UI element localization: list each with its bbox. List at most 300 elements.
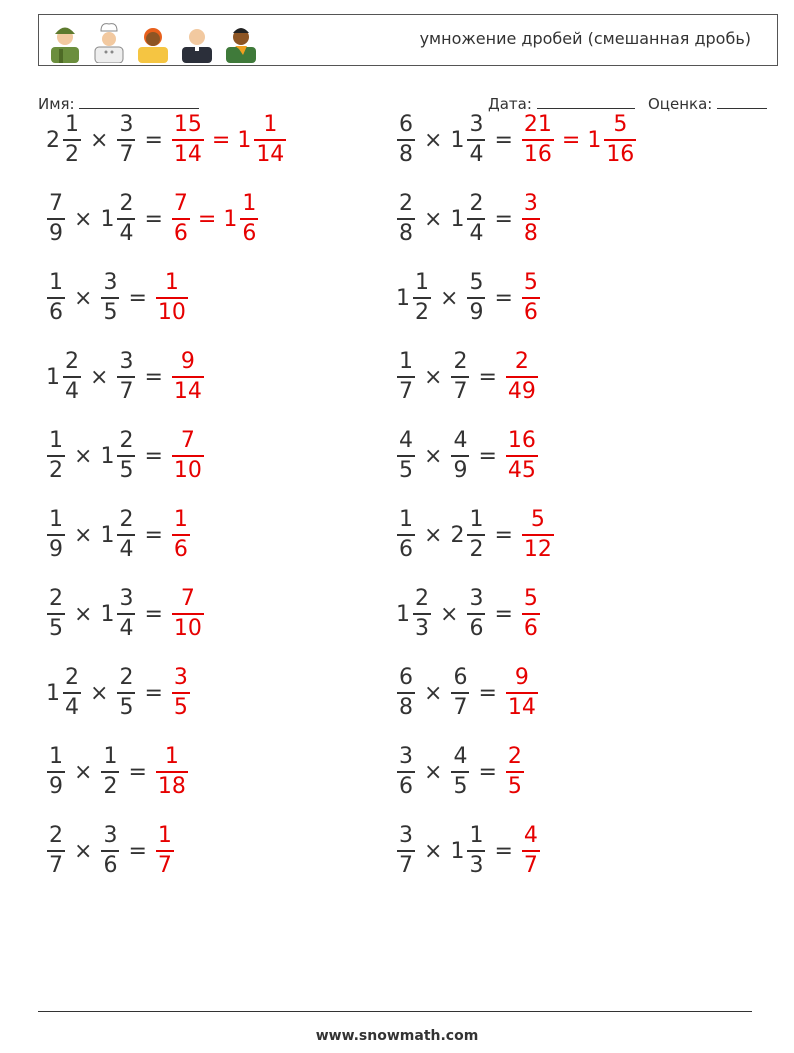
- answer: [503, 351, 541, 403]
- denominator: 2: [467, 534, 485, 561]
- worksheet-title: умножение дробей (смешанная дробь): [419, 29, 751, 48]
- denominator: 7: [47, 850, 65, 877]
- numerator: 1: [399, 349, 413, 374]
- numerator: 3: [173, 665, 188, 690]
- equals-sign: =: [144, 443, 163, 469]
- fraction: [467, 193, 485, 245]
- numerator: 1: [242, 191, 257, 216]
- answer: [503, 746, 527, 798]
- equals-sign: =: [128, 759, 147, 785]
- times-sign: ×: [90, 127, 109, 153]
- numerator: 2: [507, 744, 522, 769]
- denominator: 3: [413, 613, 431, 640]
- fraction: [397, 193, 415, 245]
- numerator: 3: [103, 270, 118, 295]
- problem-item: [394, 184, 543, 254]
- answer: [169, 193, 261, 245]
- equals-sign: =: [494, 601, 513, 627]
- numerator: 6: [453, 665, 468, 690]
- whole-number: 2: [450, 522, 465, 548]
- name-label: Имя:: [38, 95, 75, 113]
- numerator: 2: [469, 191, 484, 216]
- numerator: 2: [65, 665, 79, 690]
- numerator: 5: [613, 112, 628, 137]
- equals-sign: =: [144, 601, 163, 627]
- equals-sign: =: [128, 838, 147, 864]
- equals-sign: =: [478, 680, 497, 706]
- denominator: 7: [117, 139, 135, 166]
- fraction: [397, 114, 415, 166]
- footer-divider: [38, 1011, 752, 1012]
- answer: [153, 825, 177, 877]
- equals-sign: =: [144, 127, 163, 153]
- numerator: 1: [164, 744, 179, 769]
- numerator: 3: [119, 586, 134, 611]
- times-sign: ×: [74, 443, 93, 469]
- denominator: 2: [101, 771, 119, 798]
- denominator: 7: [522, 850, 540, 877]
- fraction: [467, 114, 485, 166]
- numerator: 21: [523, 112, 552, 137]
- whole-number: 1: [100, 522, 115, 548]
- denominator: 5: [397, 455, 415, 482]
- man-scarf-icon: [221, 19, 261, 63]
- fraction: [117, 193, 135, 245]
- fraction: [47, 193, 65, 245]
- times-sign: ×: [424, 680, 443, 706]
- numerator: 4: [453, 428, 468, 453]
- worksheet-header: [38, 14, 778, 66]
- answer-fraction: [522, 114, 554, 166]
- answer-fraction: [156, 746, 188, 798]
- numerator: 6: [399, 112, 413, 137]
- soldier-icon: [45, 19, 85, 63]
- numerator: 7: [49, 191, 63, 216]
- times-sign: ×: [74, 285, 93, 311]
- denominator: 4: [467, 139, 485, 166]
- denominator: 10: [172, 455, 204, 482]
- answer: [519, 272, 543, 324]
- denominator: 9: [47, 771, 65, 798]
- problem-item: [394, 658, 541, 728]
- problem-item: [44, 184, 261, 254]
- numerator: 4: [399, 428, 413, 453]
- times-sign: ×: [90, 364, 109, 390]
- fraction: [397, 825, 415, 877]
- chef-icon: [89, 19, 129, 63]
- denominator: 6: [47, 297, 65, 324]
- whole-number: 1: [100, 206, 115, 232]
- answer: [153, 746, 191, 798]
- times-sign: ×: [440, 285, 459, 311]
- problem-item: [44, 263, 191, 333]
- fraction: [47, 825, 65, 877]
- denominator: 10: [172, 613, 204, 640]
- whole-number: 1: [587, 127, 602, 153]
- fraction: [397, 746, 415, 798]
- fraction: [47, 272, 65, 324]
- numerator: 9: [180, 349, 195, 374]
- numerator: 1: [164, 270, 179, 295]
- answer-fraction: [172, 667, 190, 719]
- numerator: 2: [453, 349, 468, 374]
- numerator: 7: [173, 191, 188, 216]
- problem-item: [394, 816, 543, 886]
- answer: [153, 272, 191, 324]
- problem-item: [44, 342, 207, 412]
- denominator: 4: [117, 218, 135, 245]
- denominator: 6: [101, 850, 119, 877]
- whole-number: 1: [396, 601, 410, 627]
- grade-line[interactable]: [717, 94, 767, 109]
- fraction: [451, 667, 469, 719]
- equals-sign: =: [144, 206, 163, 232]
- whole-number: 1: [223, 206, 238, 232]
- numerator: 4: [523, 823, 538, 848]
- fraction: [47, 430, 65, 482]
- denominator: 6: [240, 218, 258, 245]
- numerator: 3: [523, 191, 538, 216]
- fraction: [413, 272, 431, 324]
- denominator: 6: [522, 297, 540, 324]
- problem-item: [394, 579, 543, 649]
- denominator: 6: [172, 534, 190, 561]
- denominator: 14: [506, 692, 538, 719]
- answer-fraction: [172, 351, 204, 403]
- numerator: 3: [119, 349, 134, 374]
- numerator: 3: [119, 112, 134, 137]
- times-sign: ×: [74, 601, 93, 627]
- fraction: [467, 588, 485, 640]
- answer-fraction: [172, 509, 190, 561]
- numerator: 1: [49, 744, 63, 769]
- numerator: 1: [469, 823, 484, 848]
- equals-sign: =: [144, 680, 163, 706]
- times-sign: ×: [424, 838, 443, 864]
- answer: [169, 509, 193, 561]
- numerator: 1: [157, 823, 172, 848]
- denominator: 5: [117, 455, 135, 482]
- denominator: 5: [451, 771, 469, 798]
- times-sign: ×: [424, 127, 443, 153]
- times-sign: ×: [74, 206, 93, 232]
- numerator: 1: [469, 507, 484, 532]
- times-sign: ×: [440, 601, 459, 627]
- fraction: [63, 667, 81, 719]
- numerator: 2: [119, 665, 134, 690]
- numerator: 4: [453, 744, 468, 769]
- denominator: 45: [506, 455, 538, 482]
- answer: [169, 588, 207, 640]
- answer-fraction: [156, 825, 174, 877]
- answer-fraction: [172, 430, 204, 482]
- times-sign: ×: [74, 522, 93, 548]
- numerator: 2: [65, 349, 79, 374]
- answer-fraction: [522, 272, 540, 324]
- denominator: 49: [506, 376, 538, 403]
- numerator: 1: [65, 112, 79, 137]
- fraction: [117, 114, 135, 166]
- answer-fraction: [522, 193, 540, 245]
- denominator: 7: [156, 850, 174, 877]
- times-sign: ×: [424, 522, 443, 548]
- times-sign: ×: [424, 759, 443, 785]
- fraction: [467, 509, 485, 561]
- denominator: 16: [522, 139, 554, 166]
- denominator: 9: [47, 534, 65, 561]
- equals-sign: =: [494, 285, 513, 311]
- fraction: [117, 588, 135, 640]
- answer: [169, 114, 289, 166]
- denominator: 4: [63, 692, 81, 719]
- answer-mixed-fraction: [240, 193, 258, 245]
- denominator: 9: [451, 455, 469, 482]
- whole-number: 1: [46, 680, 60, 706]
- denominator: 4: [63, 376, 81, 403]
- numerator: 1: [49, 270, 63, 295]
- fraction: [397, 667, 415, 719]
- denominator: 18: [156, 771, 188, 798]
- fraction: [47, 588, 65, 640]
- denominator: 8: [522, 218, 540, 245]
- numerator: 1: [49, 507, 63, 532]
- denominator: 5: [117, 692, 135, 719]
- answer: [169, 351, 207, 403]
- denominator: 4: [467, 218, 485, 245]
- fraction: [63, 351, 81, 403]
- equals-sign: =: [197, 206, 217, 232]
- numerator: 2: [514, 349, 529, 374]
- numerator: 1: [263, 112, 278, 137]
- denominator: 7: [451, 376, 469, 403]
- denominator: 5: [47, 613, 65, 640]
- problem-item: [394, 105, 639, 175]
- answer-fraction: [172, 114, 204, 166]
- fraction: [101, 746, 119, 798]
- fraction: [451, 430, 469, 482]
- denominator: 4: [117, 613, 135, 640]
- fraction: [101, 825, 119, 877]
- fraction: [413, 588, 431, 640]
- answer: [519, 114, 639, 166]
- denominator: 7: [117, 376, 135, 403]
- answer: [503, 667, 541, 719]
- answer-fraction: [506, 351, 538, 403]
- numerator: 7: [180, 586, 195, 611]
- denominator: 2: [413, 297, 431, 324]
- answer-mixed-fraction: [254, 114, 286, 166]
- denominator: 6: [397, 534, 415, 561]
- equals-sign: =: [144, 522, 163, 548]
- numerator: 2: [119, 507, 134, 532]
- denominator: 2: [63, 139, 81, 166]
- fraction: [451, 746, 469, 798]
- denominator: 9: [47, 218, 65, 245]
- equals-sign: =: [478, 443, 497, 469]
- denominator: 5: [101, 297, 119, 324]
- times-sign: ×: [90, 680, 109, 706]
- denominator: 7: [397, 850, 415, 877]
- times-sign: ×: [74, 838, 93, 864]
- denominator: 6: [397, 771, 415, 798]
- equals-sign: =: [494, 206, 513, 232]
- problem-item: [44, 500, 193, 570]
- fraction: [397, 509, 415, 561]
- fraction: [117, 667, 135, 719]
- numerator: 3: [103, 823, 118, 848]
- times-sign: ×: [424, 206, 443, 232]
- answer-fraction: [506, 667, 538, 719]
- answer-fraction: [172, 588, 204, 640]
- numerator: 5: [523, 586, 538, 611]
- denominator: 14: [172, 376, 204, 403]
- numerator: 2: [415, 586, 429, 611]
- denominator: 7: [397, 376, 415, 403]
- fraction: [117, 430, 135, 482]
- answer-fraction: [522, 509, 554, 561]
- numerator: 16: [507, 428, 536, 453]
- denominator: 16: [604, 139, 636, 166]
- answer: [169, 430, 207, 482]
- problem-item: [44, 421, 207, 491]
- priest-icon: [177, 19, 217, 63]
- numerator: 2: [119, 191, 134, 216]
- fraction: [451, 351, 469, 403]
- equals-sign: =: [478, 364, 497, 390]
- denominator: 2: [47, 455, 65, 482]
- equals-sign: =: [561, 127, 581, 153]
- problem-item: [394, 421, 541, 491]
- problem-item: [394, 500, 557, 570]
- equals-sign: =: [478, 759, 497, 785]
- answer-mixed-fraction: [604, 114, 636, 166]
- numerator: 5: [523, 270, 538, 295]
- problem-item: [44, 658, 193, 728]
- avatar-row: [45, 19, 261, 63]
- denominator: 8: [397, 218, 415, 245]
- denominator: 4: [117, 534, 135, 561]
- numerator: 3: [469, 586, 484, 611]
- problem-item: [44, 105, 289, 175]
- answer: [519, 588, 543, 640]
- denominator: 12: [522, 534, 554, 561]
- denominator: 10: [156, 297, 188, 324]
- answer-fraction: [156, 272, 188, 324]
- numerator: 7: [180, 428, 195, 453]
- fraction: [397, 351, 415, 403]
- times-sign: ×: [424, 443, 443, 469]
- denominator: 14: [172, 139, 204, 166]
- numerator: 9: [514, 665, 529, 690]
- answer-fraction: [506, 430, 538, 482]
- answer: [503, 430, 541, 482]
- whole-number: 1: [450, 127, 465, 153]
- fraction: [63, 114, 81, 166]
- answer-fraction: [522, 825, 540, 877]
- woman-icon: [133, 19, 173, 63]
- whole-number: 1: [100, 443, 115, 469]
- numerator: 3: [469, 112, 484, 137]
- numerator: 5: [530, 507, 545, 532]
- problem-item: [44, 579, 207, 649]
- times-sign: ×: [424, 364, 443, 390]
- equals-sign: =: [494, 127, 513, 153]
- denominator: 5: [172, 692, 190, 719]
- denominator: 9: [467, 297, 485, 324]
- denominator: 5: [506, 771, 524, 798]
- numerator: 2: [399, 191, 413, 216]
- numerator: 3: [399, 744, 413, 769]
- numerator: 2: [49, 823, 63, 848]
- denominator: 6: [522, 613, 540, 640]
- denominator: 8: [397, 139, 415, 166]
- equals-sign: =: [144, 364, 163, 390]
- numerator: 1: [173, 507, 188, 532]
- fraction: [467, 825, 485, 877]
- denominator: 6: [172, 218, 190, 245]
- equals-sign: =: [128, 285, 147, 311]
- whole-number: 1: [450, 206, 465, 232]
- numerator: 15: [173, 112, 202, 137]
- numerator: 1: [415, 270, 429, 295]
- fraction: [397, 430, 415, 482]
- numerator: 3: [399, 823, 413, 848]
- answer-fraction: [506, 746, 524, 798]
- whole-number: 1: [46, 364, 60, 390]
- problem-item: [394, 737, 527, 807]
- denominator: 14: [254, 139, 286, 166]
- problem-item: [44, 737, 191, 807]
- denominator: 3: [467, 850, 485, 877]
- date-label: Дата:: [488, 95, 532, 113]
- problem-item: [394, 263, 543, 333]
- whole-number: 2: [46, 127, 60, 153]
- problem-item: [44, 816, 177, 886]
- answer: [169, 667, 193, 719]
- numerator: 2: [49, 586, 63, 611]
- denominator: 6: [467, 613, 485, 640]
- equals-sign: =: [494, 838, 513, 864]
- answer-fraction: [172, 193, 190, 245]
- fraction: [47, 746, 65, 798]
- numerator: 5: [469, 270, 484, 295]
- footer-url: www.snowmath.com: [315, 1028, 479, 1044]
- fraction: [47, 509, 65, 561]
- fraction: [101, 272, 119, 324]
- grade-field: [648, 94, 767, 113]
- times-sign: ×: [74, 759, 93, 785]
- answer-fraction: [522, 588, 540, 640]
- numerator: 1: [49, 428, 63, 453]
- numerator: 2: [119, 428, 134, 453]
- fraction: [117, 509, 135, 561]
- denominator: 8: [397, 692, 415, 719]
- numerator: 1: [103, 744, 118, 769]
- denominator: 7: [451, 692, 469, 719]
- whole-number: 1: [450, 838, 465, 864]
- answer: [519, 193, 543, 245]
- whole-number: 1: [100, 601, 115, 627]
- whole-number: 1: [237, 127, 252, 153]
- equals-sign: =: [494, 522, 513, 548]
- problem-item: [394, 342, 541, 412]
- numerator: 1: [399, 507, 413, 532]
- answer: [519, 825, 543, 877]
- numerator: 6: [399, 665, 413, 690]
- whole-number: 1: [396, 285, 410, 311]
- fraction: [467, 272, 485, 324]
- grade-label: Оценка:: [648, 95, 713, 113]
